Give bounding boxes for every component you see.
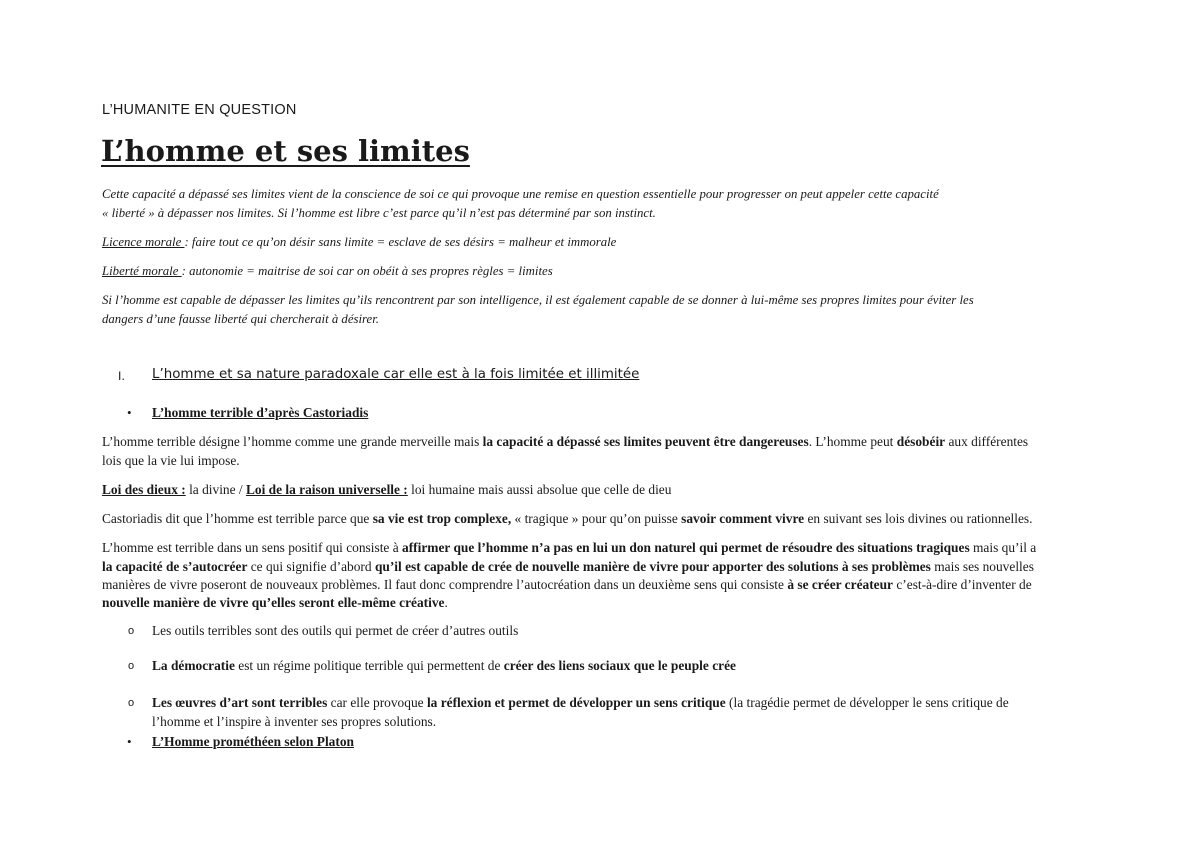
document-supertitle: L’HUMANITE EN QUESTION [102, 102, 297, 118]
para1-line-2: lois que la vie lui impose. [102, 453, 240, 468]
intro-line-2: « liberté » à dépasser nos limites. Si l’homme est libre c’est parce qu’il n’est pas déterminé par son instinct. [102, 206, 656, 220]
intro-line-1: Cette capacité a dépassé ses limites vient de la conscience de soi ce qui provoque une remise en question essentielle pour progresser on peut appeler cette capacité [102, 187, 939, 201]
liberte-morale-label: Liberté morale [102, 264, 182, 278]
subitem-art-line-2: l’homme et l’inspire à inventer ses propres solutions. [152, 714, 437, 729]
sub-bullet-icon: o [128, 660, 135, 672]
conclusion-line-1: Si l’homme est capable de dépasser les limites qu’ils rencontrent par son intelligence, il est également capable de se donner à lui-même ses propres limites pour éviter les [102, 293, 974, 307]
subitem-art-line-1: Les œuvres d’art sont terribles car elle provoque la réflexion et permet de développer un sens critique (la tragédie permet de développer le sens critique de [152, 695, 1009, 710]
loi-raison-label: Loi de la raison universelle : [245, 482, 408, 497]
para3-line-2: la capacité de s’autocréer ce qui signifie d’abord qu’il est capable de crée de nouvelle manière de vivre pour apporter des solutions à ses problèmes mais ses nouvelles [102, 559, 1034, 574]
bullet-platon [152, 732, 354, 751]
para2-line: Castoriadis dit que l’homme est terrible parce que sa vie est trop complexe, « tragique » pour qu’on puisse savoir comment vivre en suivant ses lois divines ou rationnelles. [102, 511, 1033, 526]
para3-line-3: manières de vivre poseront de nouveaux problèmes. Il faut donc comprendre l’autocréation dans un deuxième sens qui consiste à se créer créateur c’est-à-dire d’inventer de [102, 577, 1032, 592]
para3-line-1: L’homme est terrible dans un sens positif qui consiste à affirmer que l’homme n’a pas en lui un don naturel qui permet de résoudre des situations tragiques mais qu’il a [102, 540, 1037, 555]
section-number: I. [118, 369, 126, 383]
licence-morale-definition [102, 233, 616, 252]
sub-bullet-icon: o [128, 697, 135, 709]
subitem-democratie: La démocratie est un régime politique terrible qui permettent de créer des liens sociaux que le peuple crée [152, 658, 736, 673]
liberte-morale-definition [102, 262, 553, 281]
bullet-castoriadis [152, 403, 368, 422]
bullet-icon: • [127, 405, 132, 420]
liberte-morale-text: : autonomie = maitrise de soi car on obéit à ses propres règles = limites [181, 264, 553, 278]
document-title: L’homme et ses limites [101, 134, 470, 168]
bullet-castoriadis-text: L’homme terrible d’après Castoriadis [152, 405, 369, 420]
bullet-icon: • [127, 734, 132, 749]
para1-line-1: L’homme terrible désigne l’homme comme une grande merveille mais la capacité a dépassé ses limites peuvent être dangereuses. L’homme peut désobéir aux différentes [102, 434, 1029, 449]
licence-morale-label: Licence morale [102, 235, 185, 249]
bullet-platon-text: L’Homme prométhéen selon Platon [152, 734, 354, 749]
sub-bullet-icon: o [128, 625, 135, 637]
lois-line: Loi des dieux : la divine / Loi de la raison universelle : loi humaine mais aussi absolue que celle de dieu [102, 482, 672, 497]
licence-morale-text: : faire tout ce qu’on désir sans limite = esclave de ses désirs = malheur et immorale [184, 235, 617, 249]
section-title: L’homme et sa nature paradoxale car elle est à la fois limitée et illimitée [152, 367, 640, 382]
subitem-outils: Les outils terribles sont des outils qui permet de créer d’autres outils [152, 623, 519, 638]
para3-line-4: nouvelle manière de vivre qu’elles seront elle-même créative. [102, 595, 448, 610]
loi-dieux-label: Loi des dieux : [102, 482, 186, 497]
conclusion-line-2: dangers d’une fausse liberté qui chercherait à désirer. [102, 312, 379, 326]
